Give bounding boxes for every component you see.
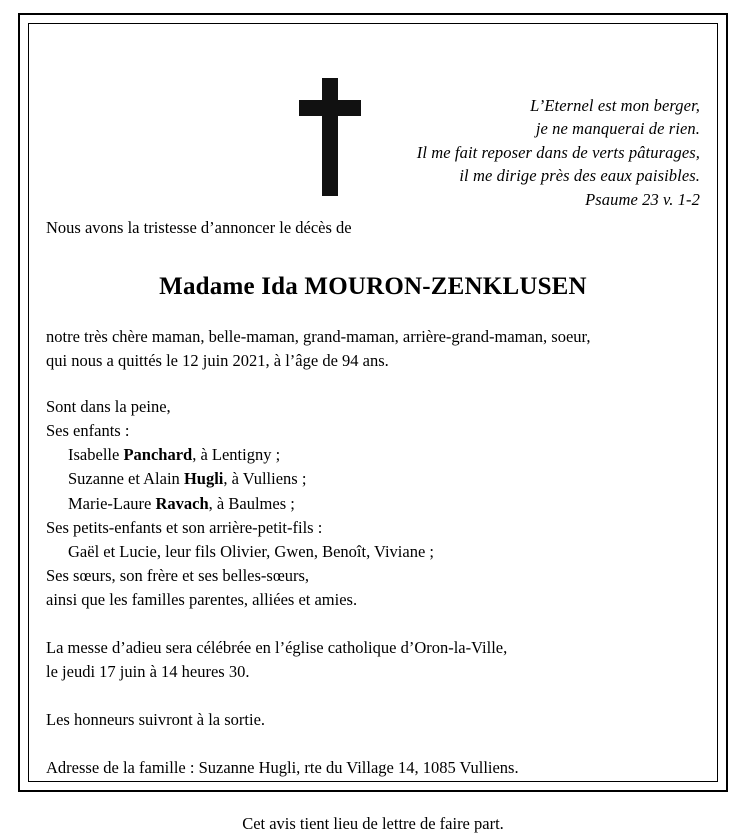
scripture-line-4: il me dirige près des eaux paisibles.: [459, 166, 700, 186]
family-address-line: Adresse de la famille : Suzanne Hugli, rte du Village 14, 1085 Vulliens.: [46, 758, 519, 778]
ceremony-block: [46, 636, 700, 684]
scripture-reference: Psaume 23 v. 1-2: [585, 189, 700, 209]
child-surname: Panchard: [123, 445, 193, 465]
scripture-line-1: L’Eternel est mon berger,: [530, 96, 700, 115]
child-first-name: Suzanne et Alain: [68, 469, 184, 489]
honours-line: Les honneurs suivront à la sortie.: [46, 710, 266, 730]
child-place: , à Lentigny ;: [192, 445, 281, 465]
siblings-line: Ses sœurs, son frère et ses belles-sœurs,: [46, 565, 310, 585]
scripture-line-2: je ne manquerai de rien.: [535, 119, 700, 139]
ceremony-line-1: La messe d’adieu sera célébrée en l’église catholique d’Oron-la-Ville,: [46, 637, 508, 657]
closing-note: Cet avis tient lieu de lettre de faire part.: [242, 814, 504, 834]
child-place: , à Vulliens ;: [223, 469, 307, 489]
notice-header: [46, 40, 700, 210]
list-item: [46, 467, 700, 491]
child-first-name: Marie-Laure: [68, 493, 156, 513]
grandchildren-names: Gaël et Lucie, leur fils Olivier, Gwen, Benoît, Viviane ;: [68, 541, 434, 561]
list-item: [46, 492, 700, 516]
mourners-intro: Sont dans la peine,: [46, 397, 171, 417]
relationship-block: [46, 325, 700, 373]
cross-vertical-bar: [322, 78, 338, 196]
deceased-name: Madame Ida MOURON-ZENKLUSEN: [159, 273, 587, 301]
scripture-line-3: Il me fait reposer dans de verts pâturages,: [416, 142, 700, 162]
ceremony-line-2: le jeudi 17 juin à 14 heures 30.: [46, 662, 250, 682]
cross-horizontal-bar: [299, 100, 361, 116]
relationship-line-2: qui nous a quittés le 12 juin 2021, à l’âge de 94 ans.: [46, 351, 389, 371]
child-place: , à Baulmes ;: [208, 493, 295, 513]
child-surname: Hugli: [183, 469, 224, 489]
child-surname: Ravach: [155, 493, 209, 513]
grandchildren-label: Ses petits-enfants et son arrière-petit-fils :: [46, 517, 323, 537]
child-first-name: Isabelle: [68, 445, 124, 465]
announcement-text: Nous avons la tristesse d’annoncer le décès de: [46, 218, 352, 237]
families-line: ainsi que les familles parentes, alliées et amies.: [46, 589, 358, 609]
scripture-quote: [417, 94, 700, 211]
cross-icon: [299, 78, 361, 196]
relationship-line-1: notre très chère maman, belle-maman, grand-maman, arrière-grand-maman, soeur,: [46, 327, 591, 347]
children-label: Ses enfants :: [46, 421, 130, 441]
mourners-block: [46, 395, 700, 612]
notice-content: [46, 40, 700, 834]
list-item: [46, 443, 700, 467]
